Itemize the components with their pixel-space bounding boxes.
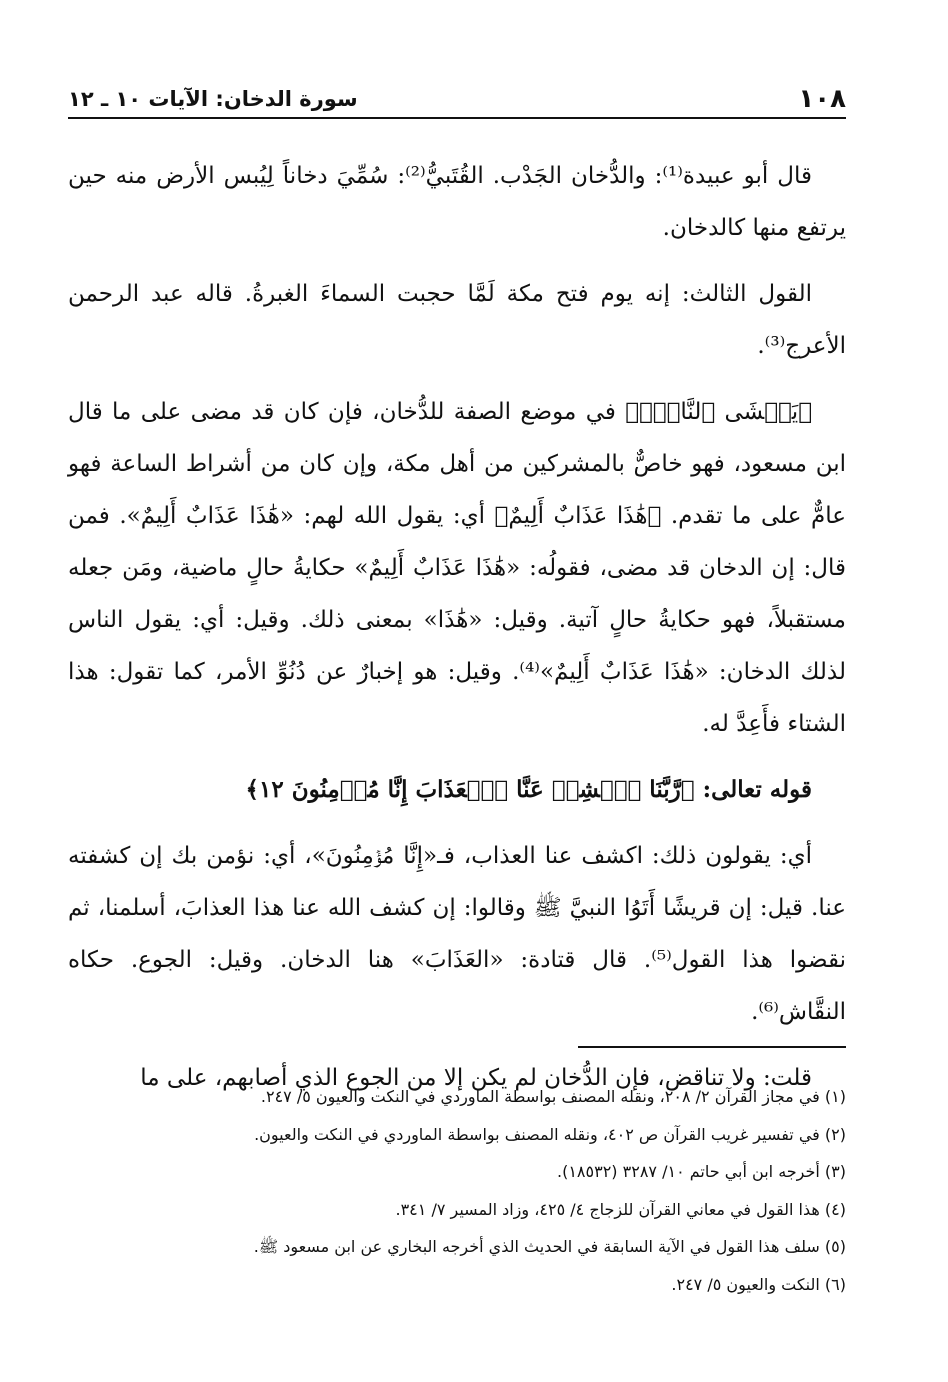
paragraph: قال أبو عبيدة⁽¹⁾: والدُّخان الجَدْب. القُتَبيُّ⁽²⁾: سُمِّيَ دخاناً لِيُبس الأرض منه حين يرتفع منها كالدخان. bbox=[68, 163, 846, 241]
verse-heading-label: قوله تعالى: bbox=[702, 776, 812, 803]
footnote: (٢) في تفسير غريب القرآن ص ٤٠٢، ونقله المصنف بواسطة الماوردي في النكت والعيون. bbox=[254, 1124, 846, 1144]
paragraph: قلت: ولا تناقض، فإن الدُّخان لم يكن إلا من الجوع الذي أصابهم، على ما bbox=[140, 1065, 812, 1091]
footnote: (٥) سلف هذا القول في الآية السابقة في الحديث الذي أخرجه البخاري عن ابن مسعود ﷺ. bbox=[253, 1237, 846, 1256]
page-number: ١٠٨ bbox=[798, 84, 846, 114]
footnote-rule bbox=[578, 1046, 846, 1048]
footnote: (٦) النكت والعيون ٥/ ٢٤٧. bbox=[671, 1274, 846, 1294]
header-rule bbox=[68, 117, 846, 119]
verse-text: ﴿رَّبَّنَا ٱكۡشِفۡ عَنَّا ٱلۡعَذَابَ إِنَّا مُؤۡمِنُونَ ١٢﴾ bbox=[245, 776, 695, 803]
verse-heading bbox=[68, 764, 846, 816]
footnotes bbox=[68, 1078, 846, 1303]
main-text bbox=[68, 150, 846, 1118]
paragraph: القول الثالث: إنه يوم فتح مكة لَمَّا حجبت السماءَ الغبرةُ. قاله عبد الرحمن الأعرج⁽³⁾. bbox=[68, 281, 846, 359]
page-header bbox=[68, 74, 846, 114]
footnote: (٣) أخرجه ابن أبي حاتم ١٠/ ٣٢٨٧ (١٨٥٣٢). bbox=[557, 1162, 846, 1181]
paragraph: ﴿يَغۡشَى ٱلنَّاسَۖ﴾ في موضع الصفة للدُّخان، فإن كان قد مضى على ما قال ابن مسعود، فهو خاصٌّ بالمشركين من أهل مكة، وإن كان من أشراط الساعة فهو عامٌّ على ما تقدم. ﴿هَٰذَا عَذَابٌ أَلِيمٌ﴾ أي: يقول الله لهم: «هَٰذَا عَذَابٌ أَلِيمٌ». فمن قال: إن الدخان قد مضى، فقولُه: «هَٰذَا عَذَابٌ أَلِيمٌ» حكايةُ حالٍ ماضية، ومَن جعله مستقبلاً، فهو حكايةُ حالٍ آتية. وقيل: «هَٰذَا» بمعنى ذلك. وقيل: أي: يقول الناس لذلك الدخان: «هَٰذَا عَذَابٌ أَلِيمٌ»⁽⁴⁾. وقيل: هو إخبارٌ عن دُنُوِّ الأمر، كما تقول: هذا الشتاء فأَعِدَّ له. bbox=[68, 399, 846, 737]
footnote: (١) في مجاز القرآن ٢/ ٢٠٨، ونقله المصنف بواسطة الماوردي في النكت والعيون ٥/ ٢٤٧. bbox=[260, 1087, 846, 1106]
running-title: سورة الدخان: الآيات ١٠ ـ ١٢ bbox=[68, 87, 358, 111]
paragraph: أي: يقولون ذلك: اكشف عنا العذاب، فـ«إِنَّا مُؤۡمِنُونَ»، أي: نؤمن بك إن كشفته عنا. قيل: إن قريشًا أَتَوُا النبيَّ ﷺ وقالوا: إن كشف الله عنا هذا العذابَ، أسلمنا، ثم نقضوا هذا القول⁽⁵⁾. قال قتادة: «العَذَابَ» هنا الدخان. وقيل: الجوع. حكاه النقَّاش⁽⁶⁾. bbox=[68, 843, 846, 1025]
footnote: (٤) هذا القول في معاني القرآن للزجاج ٤/ ٤٢٥، وزاد المسير ٧/ ٣٤١. bbox=[395, 1199, 846, 1219]
